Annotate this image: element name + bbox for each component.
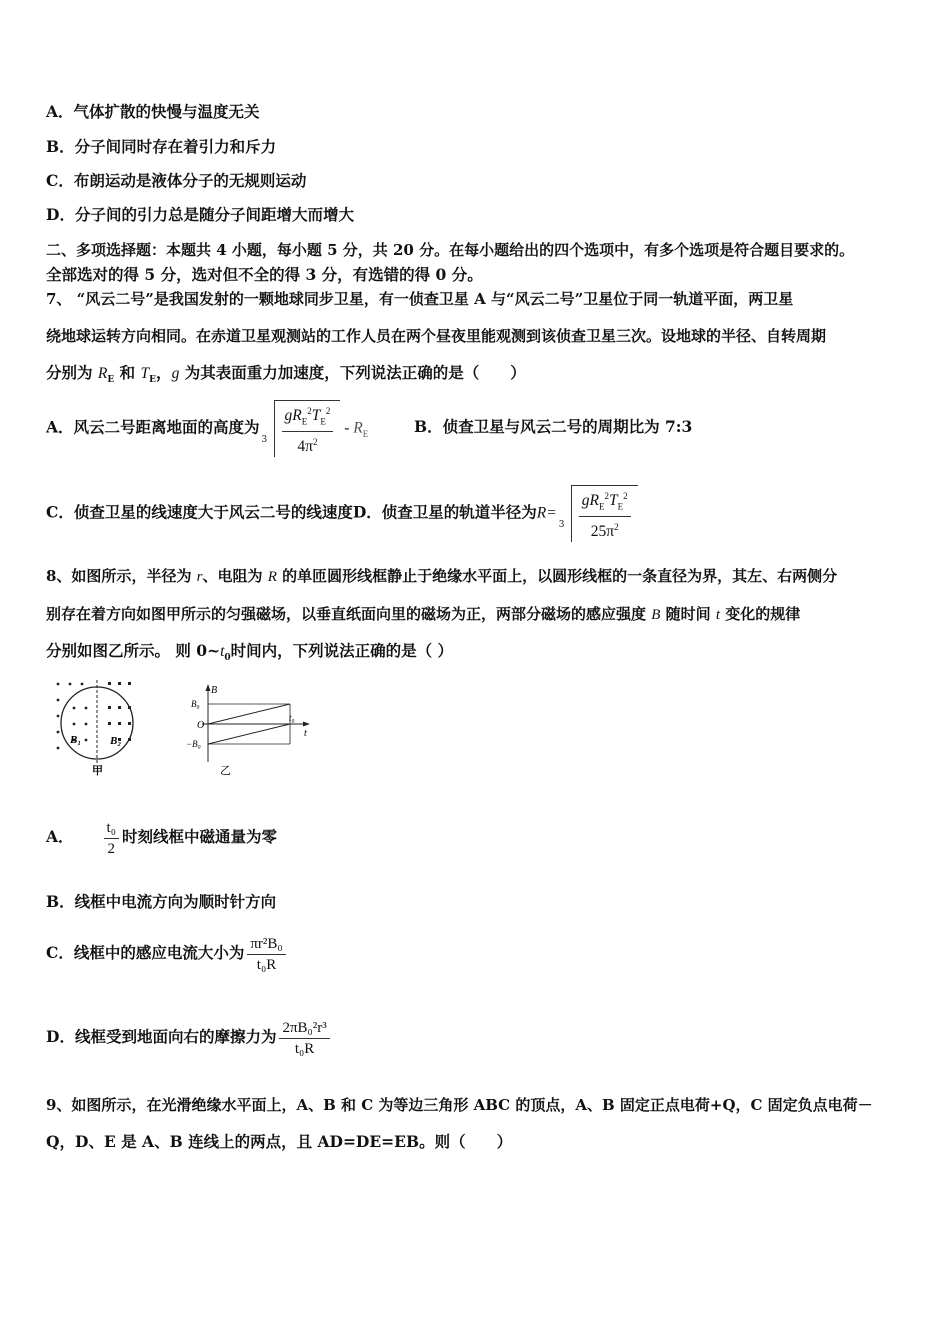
- label-b1: B₁: [70, 734, 82, 746]
- q6-option-c: C．布朗运动是液体分子的无规则运动: [46, 171, 307, 190]
- q7-stem-line2: 绕地球运转方向相同。在赤道卫星观测站的工作人员在两个昼夜里能观测到该侦查卫星三次。设地球的半径、自转周期: [46, 327, 827, 345]
- q7-option-b: B．侦查卫星与风云二号的周期比为 7:3: [414, 417, 693, 436]
- q7-stem-line3: 分别为 $R_E$ 和 $T_E$，g 为其表面重力加速度，下列说法正确的是（ ）: [46, 363, 526, 386]
- label-b2: B₂: [110, 735, 122, 747]
- q7-option-d: D．侦查卫星的轨道半径为: [352, 502, 537, 522]
- q7-option-a: A．风云二号距离地面的高度为 3 $\frac{gR_E^2T_E^2}{4\pi^2}$ - $R_E$: [46, 400, 368, 460]
- b-axis-arrow: [206, 684, 211, 691]
- tick-neg-b0: −B₀: [186, 739, 201, 749]
- figure-yi: [186, 684, 316, 776]
- b1-graph-line: [208, 704, 290, 724]
- figure-yi-label: 乙: [220, 764, 231, 776]
- section2-heading-line1: 二、多项选择题：本题共 4 小题，每小题 5 分，共 20 分。在每小题给出的四个选项中，有多个选项是符合题目要求的。: [46, 241, 855, 259]
- q8-option-b: B．线框中电流方向为顺时针方向: [46, 892, 277, 911]
- axis-label-t: t: [304, 728, 307, 739]
- q8-stem-line1: 8、如图所示，半径为 r、电阻为 R 的单匝圆形线框静止于绝缘水平面上，以圆形线框的一条直径为界，其左、右两侧分: [46, 567, 838, 585]
- q8-stem-line3: 分别如图乙所示。 则 $0\sim t_0$时间内，下列说法正确的是（ ）: [46, 641, 454, 664]
- q8-stem-line2: 别存在着方向如图甲所示的匀强磁场，以垂直纸面向里的磁场为正，两部分磁场的感应强度 B 随时间 t 变化的规律: [46, 605, 801, 623]
- axis-label-b: B: [211, 685, 218, 696]
- q8-option-a: A． $\frac{\text{t₀}}{2}$ 时刻线框中磁通量为零: [46, 819, 277, 857]
- figure-jia-label: 甲: [92, 764, 103, 776]
- q7-option-c-d: C．侦查卫星的线速度大于风云二号的线速度D．侦查卫星的轨道半径为R= 3 $\frac{gR_E^2T_E^2}{25\pi^2}$: [46, 485, 638, 542]
- q7-stem-line1: 7、 “风云二号”是我国发射的一颗地球同步卫星，有一侦查卫星 A 与“风云二号”卫星位于同一轨道平面，两卫星: [46, 290, 794, 308]
- tick-t0: t₀: [289, 713, 295, 723]
- q9-stem-line2: Q，D、E 是 A、B 连线上的两点，且 AD=DE=EB。则（ ）: [46, 1132, 513, 1151]
- q7-option-c: C．侦查卫星的线速度大于风云二号的线速度: [46, 502, 353, 522]
- figure-jia: [52, 678, 142, 776]
- tick-b0: B₀: [191, 699, 200, 709]
- b2-graph-line: [208, 724, 290, 744]
- q6-option-b: B．分子间同时存在着引力和斥力: [46, 137, 277, 156]
- q6-option-d: D．分子间的引力总是随分子间距增大而增大: [46, 205, 354, 224]
- section2-heading-line2: 全部选对的得 5 分，选对但不全的得 3 分，有选错的得 0 分。: [46, 265, 483, 284]
- cube-root: 3 $\frac{gR_E^2T_E^2}{4\pi^2}$: [260, 400, 341, 457]
- t-axis-arrow: [303, 722, 310, 727]
- q8-option-d: D．线框受到地面向右的摩擦力为 $\frac{\text{2πB₀²r³}}{\text{t₀R}}$: [46, 1012, 333, 1062]
- origin-label: O: [197, 720, 205, 731]
- magnetic-field-crosses: [108, 682, 131, 741]
- q6-option-a: A．气体扩散的快慢与温度无关: [46, 102, 260, 121]
- q8-option-c: C．线框中的感应电流大小为 $\frac{\text{πr²B₀}}{\text{t₀R}}$: [46, 928, 289, 978]
- cube-root: 3 $\frac{gR_E^2T_E^2}{25\pi^2}$: [557, 485, 638, 542]
- q9-stem-line1: 9、如图所示，在光滑绝缘水平面上，A、B 和 C 为等边三角形 ABC 的顶点，A、B 固定正点电荷+Q，C 固定负点电荷－: [46, 1096, 873, 1114]
